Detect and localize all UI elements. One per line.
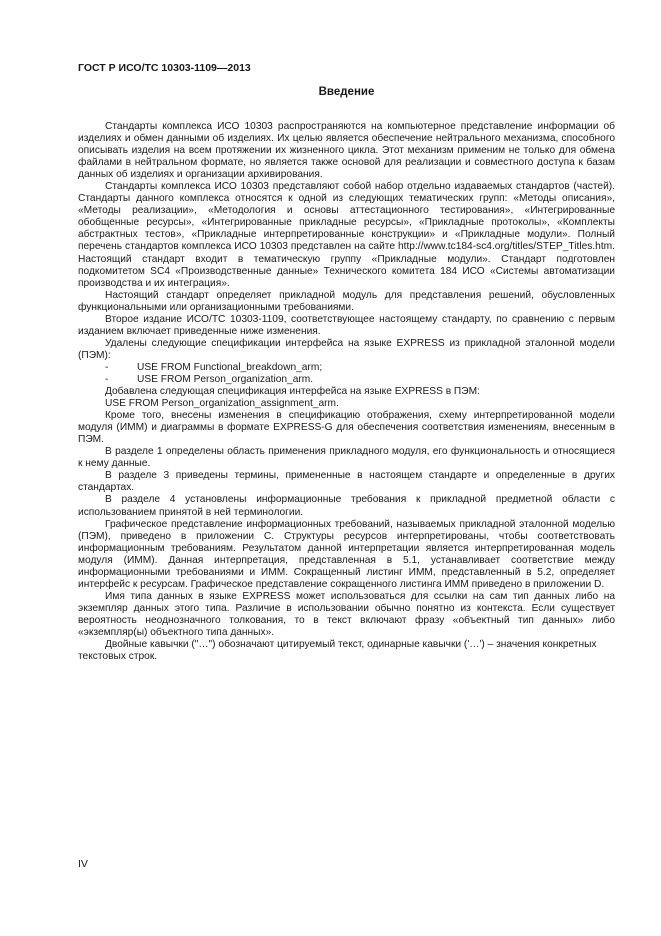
list-item [78, 374, 615, 386]
list-marker: - [105, 361, 109, 373]
list-item-text: USE FROM Functional_breakdown_arm; [137, 361, 323, 373]
paragraph: Настоящий стандарт определяет прикладной модуль для представления решений, обусловленных функциональными или организационными требованиями. [78, 289, 615, 313]
page-number: IV [78, 858, 88, 870]
paragraph: В разделе 1 определены область применения прикладного модуля, его функциональность и относящиеся к нему данные. [78, 446, 615, 470]
section-title: Введение [318, 86, 375, 98]
paragraph: Добавлена следующая спецификация интерфейса на языке EXPRESS в ПЭМ: [105, 386, 480, 398]
list-item [78, 362, 615, 374]
paragraph: Двойные кавычки ("…") обозначают цитируемый текст, одинарные кавычки ('…') – значения конкретных текстовых строк. [78, 639, 597, 663]
list-item-text: USE FROM Person_organization_arm. [137, 373, 314, 385]
paragraph: Графическое представление информационных требований, называемых прикладной эталонной моделью (ПЭМ), приведено в приложении С. Структуры ресурсов интерпретированы, чтобы соответствовать информационным требованиям. Результатом данной интерпретации является интерпретированная модель модуля (ИММ). Данная интерпретация, представленная в 5.1, устанавливает соответствие между информационными требованиями и ИММ. Сокращенный листинг ИММ, представленный в 5.2, определяет интерфейс к ресурсам. Графическое представление сокращенного листинга ИММ приведено в приложении D. [78, 518, 615, 590]
body-text [78, 121, 615, 663]
paragraph: Имя типа данных в языке EXPRESS может использоваться для ссылки на сам тип данных либо на экземпляр данных этого типа. Различие в использовании обычно понятно из контекста. Если существует вероятность неоднозначного толкования, то в текст включают фразу «объектный тип данных» либо «экземпляр(ы) объектного типа данных». [78, 590, 615, 638]
list-marker: - [105, 373, 109, 385]
paragraph: Удалены следующие спецификации интерфейса на языке EXPRESS из прикладной эталонной модели (ПЭМ): [78, 337, 615, 361]
document-page [78, 62, 615, 663]
paragraph: В разделе 4 установлены информационные требования к прикладной предметной области с использованием принятой в ней терминологии. [78, 494, 615, 518]
paragraph: Стандарты комплекса ИСО 10303 распространяются на компьютерное представление информации об изделиях и обмен данными об изделиях. Их целью является обеспечение нейтрального механизма, способного описывать изделия на всем протяжении их жизненного цикла. Этот механизм применим не только для обмена файлами в нейтральном формате, но является также основой для реализации и совместного доступа к базам данных об изделиях и организации архивирования. [78, 121, 615, 181]
paragraph: Стандарты комплекса ИСО 10303 представляют собой набор отдельно издаваемых стандартов (частей). Стандарты данного комплекса относятся к одной из следующих тематических групп: «Методы описания», «Методы реализации», «Методология и основы аттестационного тестирования», «Интегрированные обобщенные ресурсы», «Интегрированные прикладные ресурсы», «Прикладные протоколы», «Комплекты абстрактных тестов», «Прикладные интерпретированные конструкции» и «Прикладные модули». Полный перечень стандартов комплекса ИСО 10303 представлен на сайте http://www.tc184-sc4.org/titles/STEP_Titles.htm. Настоящий стандарт входит в тематическую группу «Прикладные модули». Стандарт подготовлен подкомитетом SC4 «Производственные данные» Технического комитета 184 ИСО «Системы автоматизации производства и их интеграция». [78, 181, 615, 289]
paragraph: Кроме того, внесены изменения в спецификацию отображения, схему интерпретированной модели модуля (ИММ) и диаграммы в формате EXPRESS-G для обеспечения соответствия изменениям, внесенным в ПЭМ. [78, 410, 615, 446]
paragraph: В разделе 3 приведены термины, примененные в настоящем стандарте и определенные в других стандартах. [78, 470, 615, 494]
code-line: USE FROM Person_organization_assignment_arm. [105, 398, 339, 410]
paragraph: Второе издание ИСО/ТС 10303-1109, соответствующее настоящему стандарту, по сравнению с первым изданием включает приведенные ниже изменения. [78, 313, 615, 337]
document-id-header: ГОСТ Р ИСО/ТС 10303-1109—2013 [78, 62, 251, 74]
